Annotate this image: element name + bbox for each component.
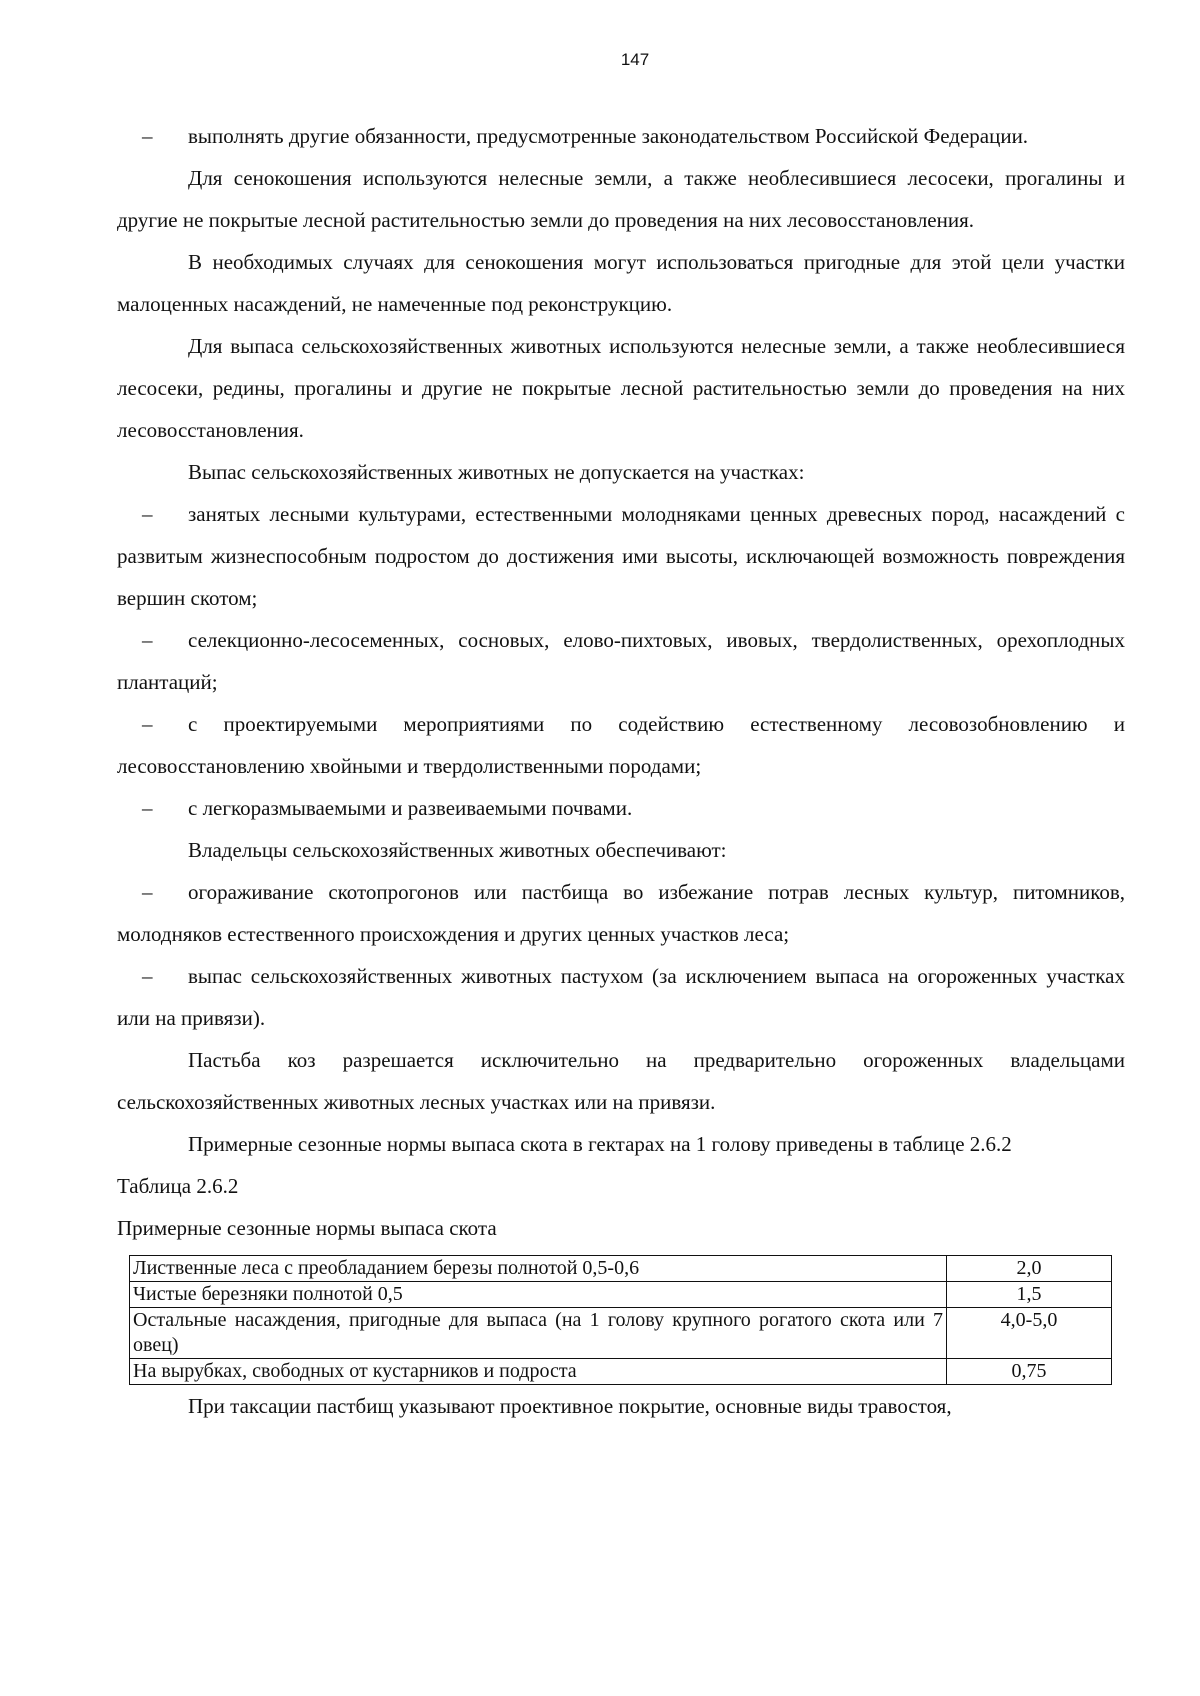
list-item-text: селекционно-лесосеменных, сосновых, елово-пихтовых, ивовых, твердолиственных, орехоплодных плантаций;: [117, 628, 1125, 694]
list-item: [117, 955, 1125, 1039]
table-cell-value: 2,0: [947, 1256, 1112, 1282]
list-item: [117, 493, 1125, 619]
page-number: 147: [620, 50, 650, 69]
table-cell-value: 0,75: [947, 1359, 1112, 1385]
paragraph: Выпас сельскохозяйственных животных не допускается на участках:: [188, 460, 805, 484]
list-item-text: огораживание скотопрогонов или пастбища во избежание потрав лесных культур, питомников, молодняков естественного происхождения и других ценных участков леса;: [117, 880, 1125, 946]
table-cell-value: 1,5: [947, 1282, 1112, 1308]
dash-marker: –: [142, 712, 153, 736]
dash-marker: –: [142, 628, 153, 652]
dash-marker: –: [142, 502, 153, 526]
list-item-text: выполнять другие обязанности, предусмотренные законодательством Российской Федерации.: [188, 124, 1029, 148]
table-row: [130, 1256, 1112, 1282]
table-cell-desc: Лиственные леса с преобладанием березы полнотой 0,5-0,6: [130, 1256, 947, 1282]
table-title: Примерные сезонные нормы выпаса скота: [117, 1216, 497, 1240]
dash-marker: –: [142, 124, 153, 148]
list-item-text: с проектируемыми мероприятиями по содействию естественному лесовозобновлению и лесовосстановлению хвойными и твердолиственными породами;: [117, 712, 1125, 778]
table-cell-desc: Чистые березняки полнотой 0,5: [130, 1282, 947, 1308]
list-item: [117, 787, 1125, 829]
norms-table: [129, 1255, 1112, 1385]
list-item: [117, 871, 1125, 955]
list-item-text: занятых лесными культурами, естественными молодняками ценных древесных пород, насаждений с развитым жизнеспособным подростом до достижения ими высоты, исключающей возможность повреждения вершин скотом;: [117, 502, 1125, 610]
table-cell-desc: На вырубках, свободных от кустарников и подроста: [130, 1359, 947, 1385]
dash-marker: –: [142, 796, 153, 820]
paragraph: Пастьба коз разрешается исключительно на предварительно огороженных владельцами сельскохозяйственных животных лесных участках или на привязи.: [117, 1048, 1125, 1114]
paragraph: Владельцы сельскохозяйственных животных обеспечивают:: [188, 838, 727, 862]
list-item-text: с легкоразмываемыми и развеиваемыми почвами.: [188, 796, 633, 820]
paragraph: При таксации пастбищ указывают проективное покрытие, основные виды травостоя,: [188, 1394, 952, 1418]
table-row: [130, 1308, 1112, 1359]
list-item: [117, 619, 1125, 703]
table-cell-value: 4,0-5,0: [947, 1308, 1112, 1359]
dash-marker: –: [142, 964, 153, 988]
paragraph: Примерные сезонные нормы выпаса скота в гектарах на 1 голову приведены в таблице 2.6.2: [188, 1132, 1012, 1156]
table-label: Таблица 2.6.2: [117, 1174, 239, 1198]
list-item: [117, 115, 1125, 157]
list-item: [117, 703, 1125, 787]
list-item-text: выпас сельскохозяйственных животных пастухом (за исключением выпаса на огороженных участках или на привязи).: [117, 964, 1125, 1030]
table-row: [130, 1359, 1112, 1385]
table-cell-desc: Остальные насаждения, пригодные для выпаса (на 1 голову крупного рогатого скота или 7 овец): [130, 1308, 947, 1359]
page-content: [117, 115, 1125, 1427]
paragraph: В необходимых случаях для сенокошения могут использоваться пригодные для этой цели участки малоценных насаждений, не намеченные под реконструкцию.: [117, 250, 1125, 316]
paragraph: Для сенокошения используются нелесные земли, а также необлесившиеся лесосеки, прогалины и другие не покрытые лесной растительностью земли до проведения на них лесовосстановления.: [117, 166, 1125, 232]
paragraph: Для выпаса сельскохозяйственных животных используются нелесные земли, а также необлесившиеся лесосеки, редины, прогалины и другие не покрытые лесной растительностью земли до проведения на них лесовосстановления.: [117, 334, 1125, 442]
dash-marker: –: [142, 880, 153, 904]
table-row: [130, 1282, 1112, 1308]
